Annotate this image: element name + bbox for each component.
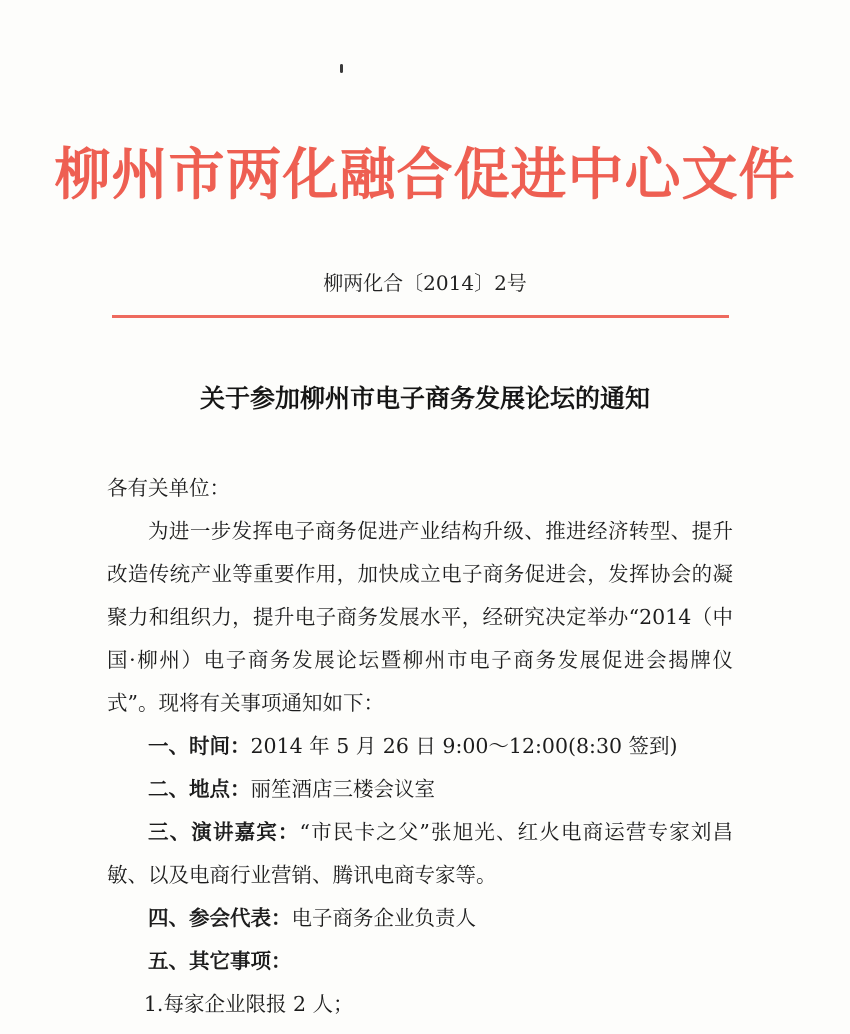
section-text: 电子商务企业负责人 — [291, 906, 476, 930]
list-item: 1.每家企业限报 2 人； — [143, 992, 354, 1016]
salutation: 各有关单位： — [107, 476, 230, 500]
section-text: 2014 年 5 月 26 日 9:00～12:00(8:30 签到) — [250, 734, 678, 758]
scan-speck — [340, 64, 343, 73]
section-text: 丽笙酒店三楼会议室 — [250, 777, 435, 801]
section-label: 二、地点： — [148, 777, 251, 801]
section-other — [107, 940, 733, 983]
section-speakers — [107, 811, 733, 897]
section-label: 一、时间： — [148, 734, 251, 758]
section-time — [107, 725, 733, 768]
section-location — [107, 768, 733, 811]
document-header-title: 柳州市两化融合促进中心文件 — [54, 143, 796, 208]
section-label: 四、参会代表： — [148, 906, 292, 930]
section-attendees — [107, 897, 733, 940]
document-number: 柳两化合〔2014〕2号 — [323, 271, 527, 295]
section-label: 五、其它事项： — [148, 949, 292, 973]
section-text: “市民卡之父”张旭光、红火电商运营专家刘昌敏、以及电商行业营销、腾讯电商专家等。 — [107, 820, 733, 887]
document-body — [107, 467, 733, 1026]
intro-paragraph: 为进一步发挥电子商务促进产业结构升级、推进经济转型、提升改造传统产业等重要作用，加快成立电子商务促进会，发挥协会的凝聚力和组织力，提升电子商务发展水平，经研究决定举办“2014（中国·柳州）电子商务发展论坛暨柳州市电子商务发展促进会揭牌仪式”。现将有关事项通知如下： — [107, 519, 733, 715]
section-label: 三、演讲嘉宾： — [148, 820, 300, 844]
header-divider — [112, 315, 729, 318]
notice-title: 关于参加柳州市电子商务发展论坛的通知 — [199, 384, 650, 413]
